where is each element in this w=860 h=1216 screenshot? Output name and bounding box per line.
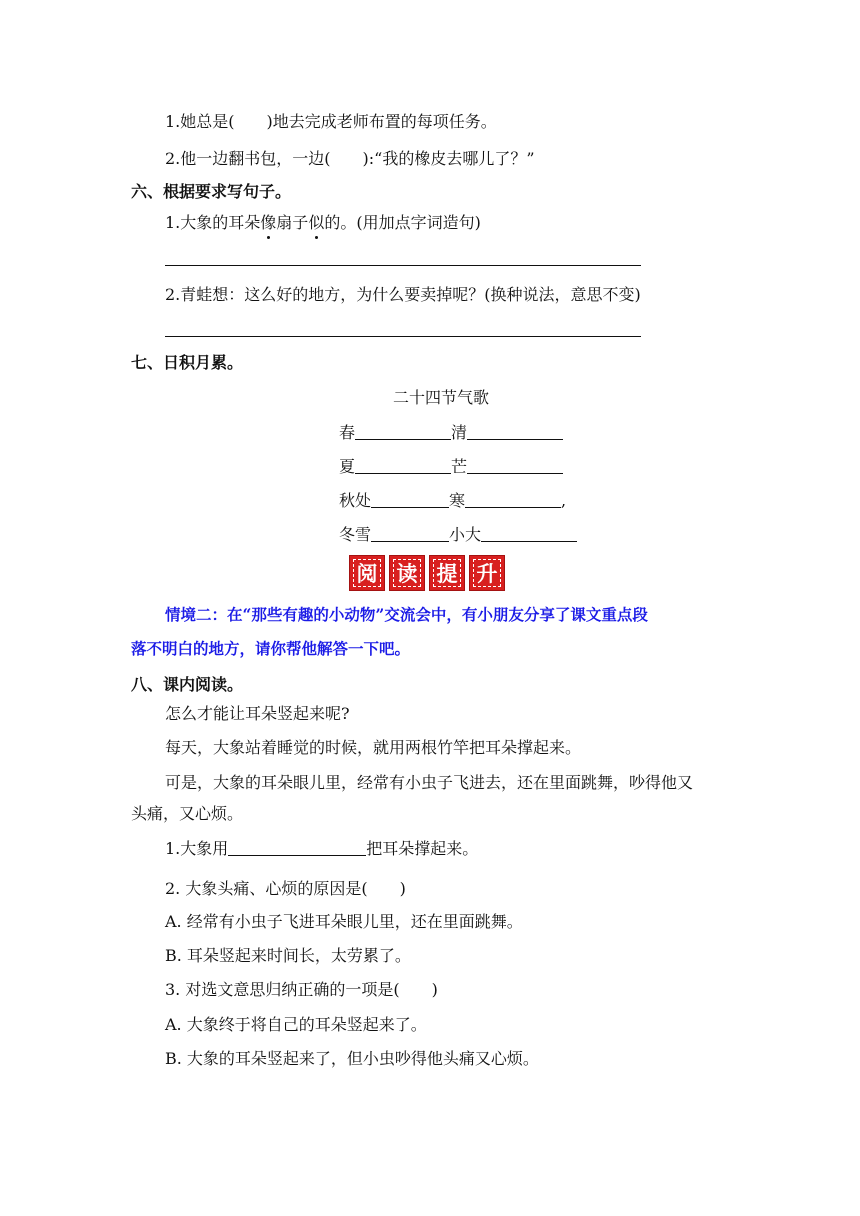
poem-text: 寒 bbox=[449, 491, 466, 510]
section-8-heading: 八、课内阅读。 bbox=[131, 675, 244, 694]
fill-blank[interactable] bbox=[371, 491, 449, 508]
banner-char: 升 bbox=[476, 562, 498, 586]
banner-tile bbox=[389, 555, 425, 591]
question-8-1 bbox=[165, 838, 478, 860]
poem-punct: , bbox=[561, 491, 567, 510]
question-5-1: 1.她总是( )地去完成老师布置的每项任务。 bbox=[165, 112, 497, 131]
dotted-char: 像 bbox=[260, 213, 277, 232]
scenario-line-1: 情境二：在“那些有趣的小动物”交流会中，有小朋友分享了课文重点段 bbox=[165, 605, 648, 624]
fill-blank[interactable] bbox=[465, 491, 561, 508]
section-7-heading: 七、日积月累。 bbox=[131, 353, 244, 372]
banner-tile bbox=[349, 555, 385, 591]
question-8-3: 3. 对选文意思归纳正确的一项是( ) bbox=[165, 980, 438, 999]
answer-line[interactable] bbox=[165, 336, 641, 337]
question-6-1-part: 的。(用加点字词造句) bbox=[324, 213, 481, 232]
banner-char: 提 bbox=[436, 562, 458, 586]
fill-blank[interactable] bbox=[467, 457, 563, 474]
question-8-2: 2. 大象头痛、心烦的原因是( ) bbox=[165, 879, 406, 898]
passage-paragraph: 可是，大象的耳朵眼儿里，经常有小虫子飞进去，还在里面跳舞，吵得他又 bbox=[165, 773, 694, 792]
fill-blank[interactable] bbox=[481, 525, 577, 542]
poem-row bbox=[339, 490, 566, 512]
option-a[interactable]: A. 大象终于将自己的耳朵竖起来了。 bbox=[165, 1015, 427, 1034]
poem-text: 芒 bbox=[451, 457, 468, 476]
question-6-2: 2.青蛙想：这么好的地方，为什么要卖掉呢？(换种说法，意思不变) bbox=[165, 285, 641, 304]
banner-char: 读 bbox=[396, 562, 418, 586]
poem-text: 春 bbox=[339, 423, 356, 442]
section-6-heading: 六、根据要求写句子。 bbox=[131, 182, 292, 201]
question-6-1-part: 扇子 bbox=[276, 213, 309, 232]
question-8-1-part: 1.大象用 bbox=[165, 839, 229, 858]
passage-paragraph: 每天，大象站着睡觉的时候，就用两根竹竿把耳朵撑起来。 bbox=[165, 738, 582, 757]
poem-text: 夏 bbox=[339, 457, 356, 476]
poem-row bbox=[339, 422, 563, 444]
fill-blank[interactable] bbox=[355, 423, 451, 440]
poem-title: 二十四节气歌 bbox=[393, 388, 490, 407]
question-5-2: 2.他一边翻书包，一边( ):“我的橡皮去哪儿了？” bbox=[165, 149, 535, 168]
option-a[interactable]: A. 经常有小虫子飞进耳朵眼儿里，还在里面跳舞。 bbox=[165, 912, 523, 931]
reading-banner bbox=[349, 555, 505, 593]
question-6-1-part: 1.大象的耳朵 bbox=[165, 213, 261, 232]
scenario-line-2: 落不明白的地方，请你帮他解答一下吧。 bbox=[131, 639, 411, 658]
banner-char: 阅 bbox=[356, 562, 378, 586]
poem-text: 小大 bbox=[449, 525, 482, 544]
fill-blank[interactable] bbox=[228, 839, 366, 856]
passage-paragraph-cont: 头痛，又心烦。 bbox=[131, 804, 244, 823]
poem-row bbox=[339, 456, 563, 478]
banner-tile bbox=[469, 555, 505, 591]
option-b[interactable]: B. 耳朵竖起来时间长，太劳累了。 bbox=[165, 946, 411, 965]
fill-blank[interactable] bbox=[355, 457, 451, 474]
poem-row bbox=[339, 524, 577, 546]
fill-blank[interactable] bbox=[467, 423, 563, 440]
poem-text: 冬雪 bbox=[339, 525, 372, 544]
dotted-char: 似 bbox=[308, 213, 325, 232]
fill-blank[interactable] bbox=[371, 525, 449, 542]
option-b[interactable]: B. 大象的耳朵竖起来了，但小虫吵得他头痛又心烦。 bbox=[165, 1049, 539, 1068]
question-6-1 bbox=[165, 212, 481, 234]
question-8-1-part: 把耳朵撑起来。 bbox=[366, 839, 479, 858]
passage-paragraph: 怎么才能让耳朵竖起来呢? bbox=[165, 704, 350, 723]
banner-tile bbox=[429, 555, 465, 591]
poem-text: 清 bbox=[451, 423, 468, 442]
poem-text: 秋处 bbox=[339, 491, 372, 510]
answer-line[interactable] bbox=[165, 265, 641, 266]
